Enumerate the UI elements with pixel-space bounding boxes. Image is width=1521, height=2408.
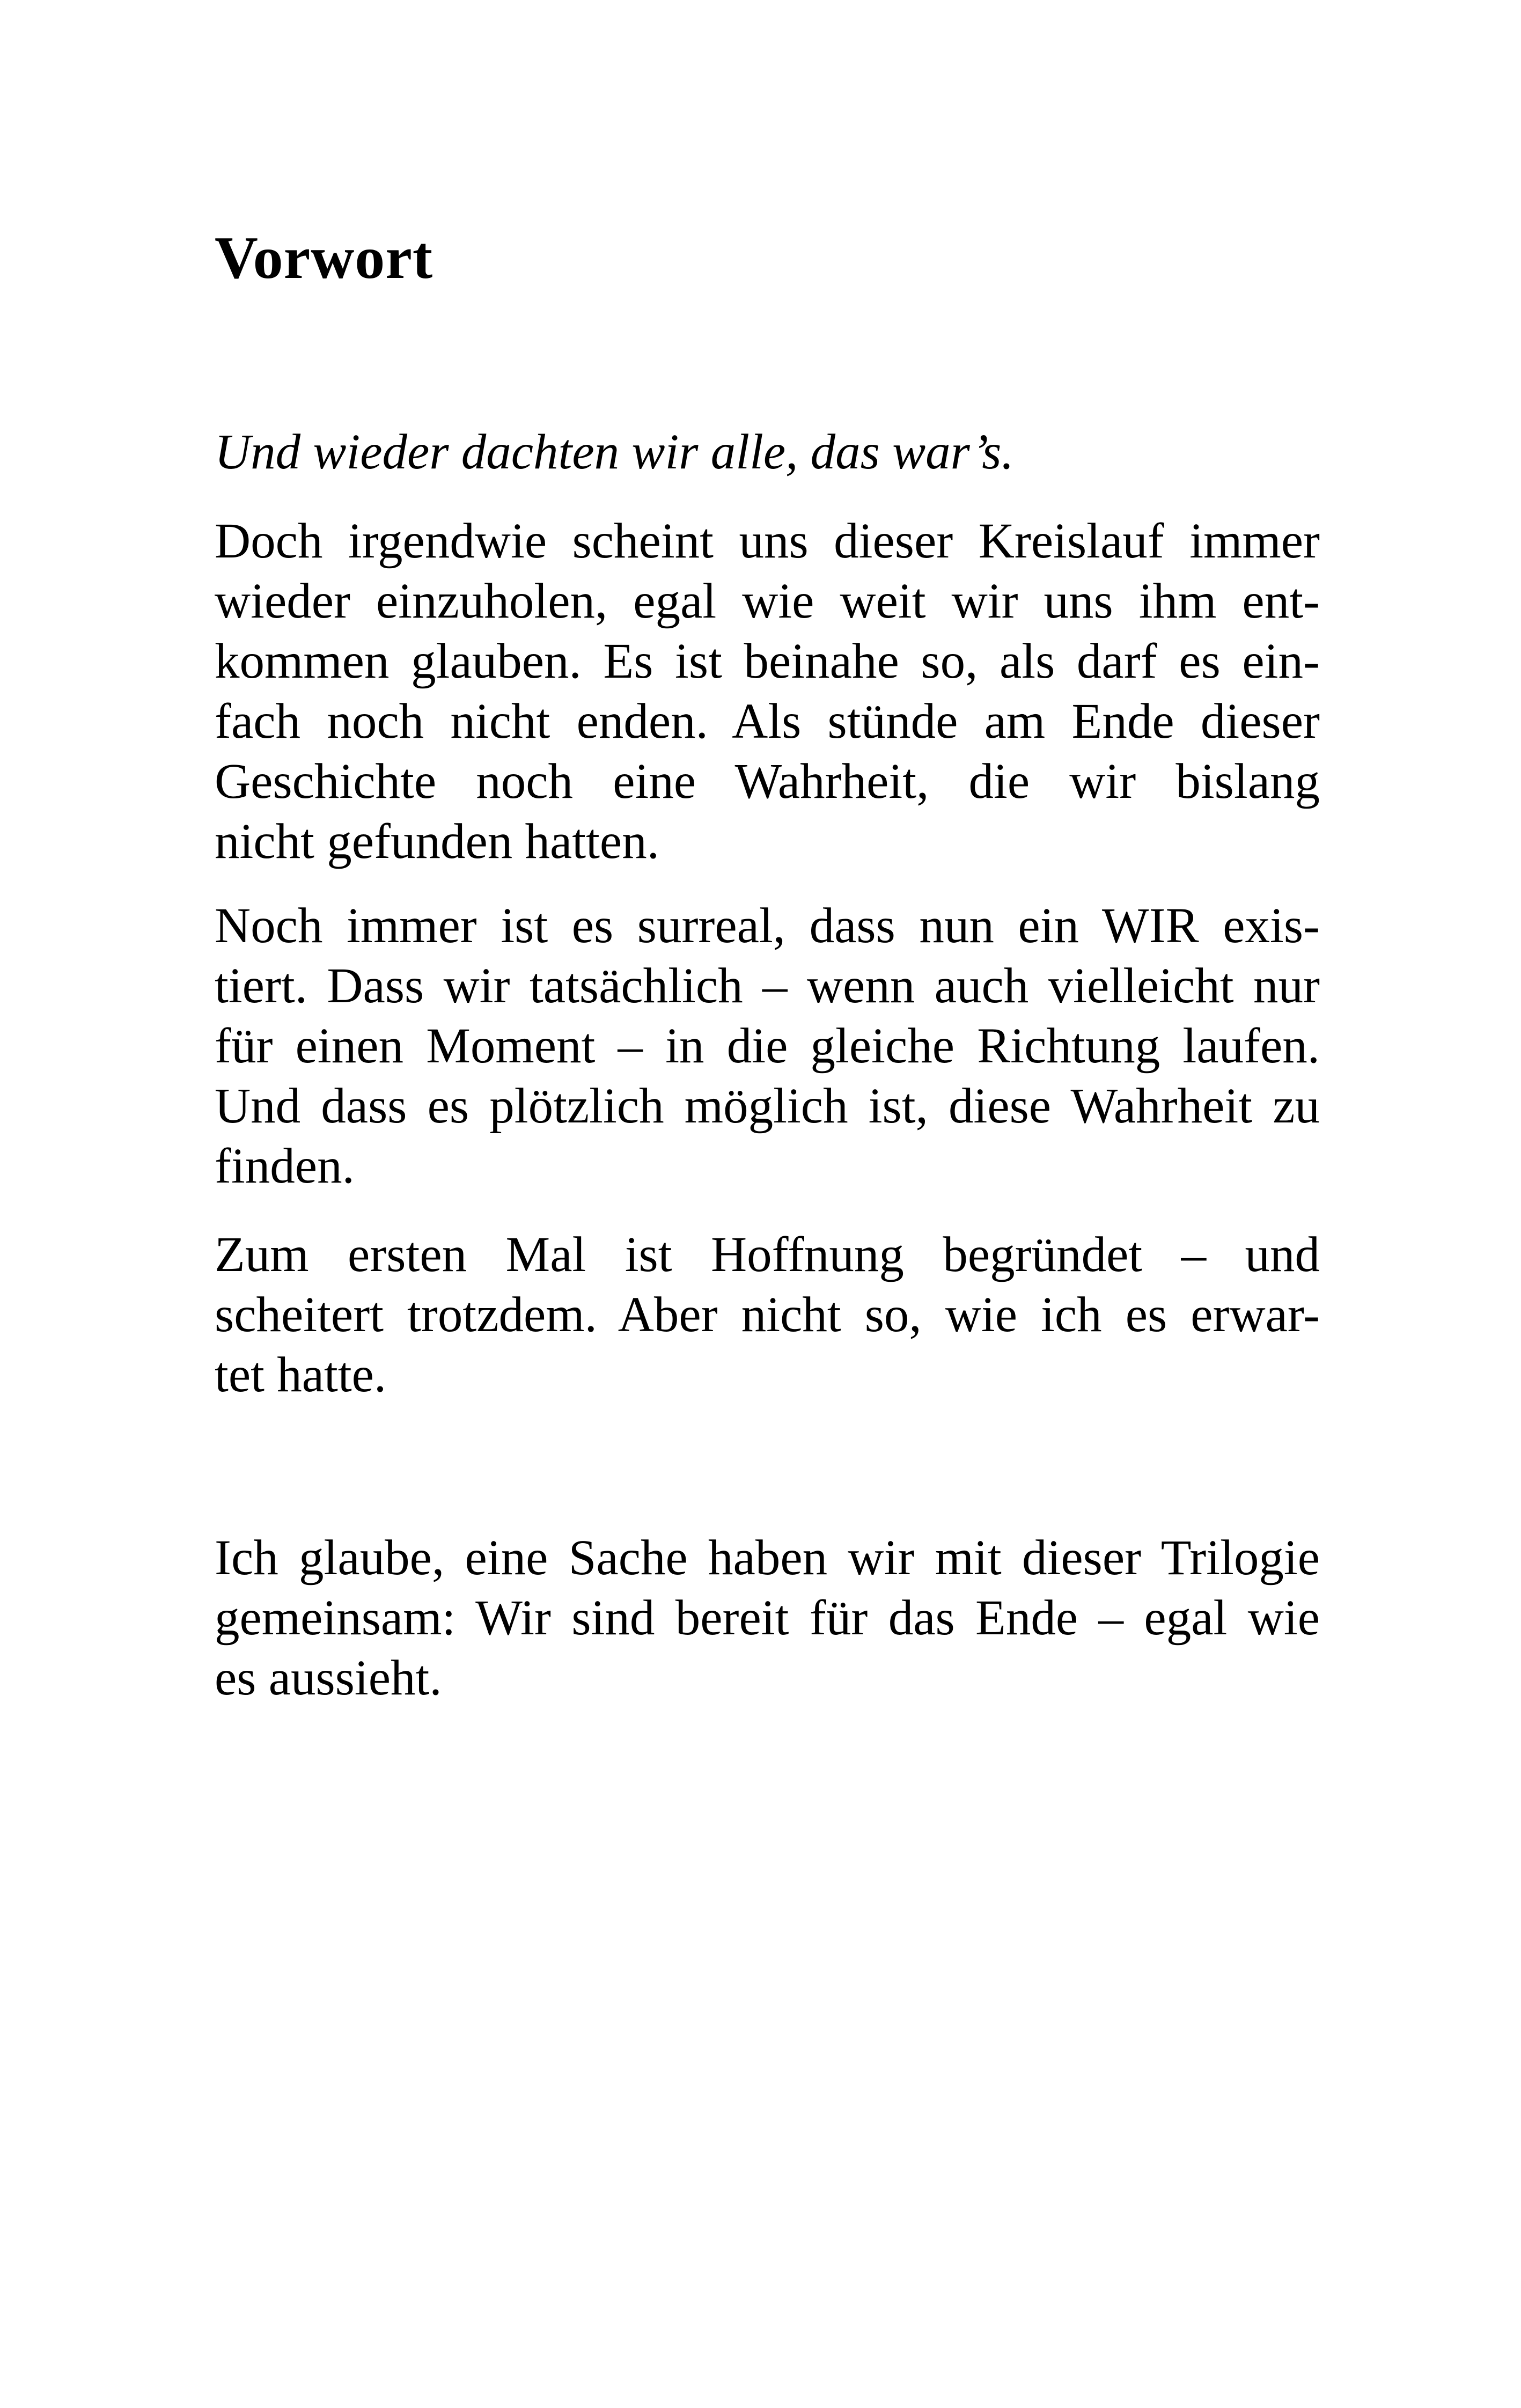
paragraph-line: Zum ersten Mal ist Hoffnung begründet – und: [215, 1227, 1320, 1282]
paragraph-3: [215, 1225, 1320, 1405]
paragraph-line: tet hatte.: [215, 1347, 387, 1403]
paragraph-line: scheitert trotzdem. Aber nicht so, wie ich es erwar-: [215, 1287, 1320, 1342]
intro-text: Und wieder dachten wir alle, das war’s.: [215, 424, 1014, 480]
paragraph-line: tiert. Dass wir tatsächlich – wenn auch vielleicht nur: [215, 958, 1320, 1014]
paragraph-line: wieder einzuholen, egal wie weit wir uns ihm ent-: [215, 574, 1320, 629]
paragraph-line: Und dass es plötzlich möglich ist, diese Wahrheit zu: [215, 1078, 1320, 1134]
paragraph-1: [215, 511, 1320, 872]
paragraph-2: [215, 896, 1320, 1196]
paragraph-line: nicht gefunden hatten.: [215, 814, 659, 869]
paragraph-line: für einen Moment – in die gleiche Richtung laufen.: [215, 1018, 1320, 1074]
paragraph-line: Geschichte noch eine Wahrheit, die wir bislang: [215, 754, 1320, 809]
paragraph-line: Doch irgendwie scheint uns dieser Kreislauf immer: [215, 513, 1320, 569]
paragraph-line: gemeinsam: Wir sind bereit für das Ende – egal wie: [215, 1590, 1320, 1646]
page-title: Vorwort: [215, 225, 433, 291]
intro-line: [215, 422, 1320, 482]
paragraph-line: Ich glaube, eine Sache haben wir mit dieser Trilogie: [215, 1530, 1320, 1585]
paragraph-line: Noch immer ist es surreal, dass nun ein WIR exis-: [215, 898, 1320, 953]
paragraph-line: kommen glauben. Es ist beinahe so, als darf es ein-: [215, 634, 1320, 689]
paragraph-line: finden.: [215, 1139, 355, 1194]
paragraph-4: [215, 1528, 1320, 1708]
paragraph-line: fach noch nicht enden. Als stünde am Ende dieser: [215, 694, 1320, 749]
paragraph-line: es aussieht.: [215, 1650, 442, 1706]
